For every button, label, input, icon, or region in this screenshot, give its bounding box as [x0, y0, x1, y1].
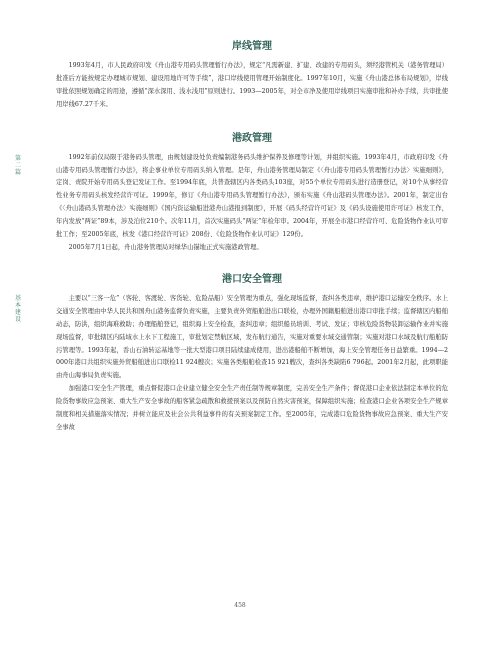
- paragraph: 1993年4月，市人民政府印发《舟山港专用码头管理暂行办法》，规定“凡需新建、扩建、改建的专用码头，须经港管机关（港务管理局）批准后方能按规定办理城市规划、建设用地许可等手续”，港口岸线使用管理开始制度化。1997年10月，实施《舟山港总体布局规划》，岸线审批依照规划确定的用途，遵循“深水深用、浅水浅用”原则进行。1993—2005年，对全市净及使用岸线项目实施审批和补办手续，共审批使用岸线67.27千米。: [56, 62, 448, 108]
- section-title: 港政管理: [232, 132, 272, 144]
- section-port-admin: [56, 132, 448, 255]
- section-title: 港口安全管理: [222, 273, 282, 285]
- section-title: 岸线管理: [232, 41, 272, 52]
- page-number: 458: [234, 602, 246, 609]
- paragraph: 主要以“三客一危”（客轮、客渡轮、客货轮、危险品船）安全管理为重点，强化现场监督，查纠各类违章，维护港口运输安全秩序。水上交通安全管理由中华人民共和国舟山港务监督负责实施，主要负责外贸船舶进出口联检，办理外国籍船舶进出港口审批手续；监督辖区内船舶动态，防洪，组织海难救助；办理船舶登记，组织海上安全检查，查纠违章；组织船员培训、考试、发证；审核危险货物装卸运输作业并实施现场监督，审批辖区内陆域水上水下工程施工，审批划定禁航区域，发布航行通告，实施对重要水域交通管制；实施对港口水域及航行船舶防污管理等。1993年起，岙山石油转运基地等一批大型港口项目陆续建成使用，进出港船舶不断增加，海上安全管理任务日益繁重。1994—2000年港口共组织实施外贸船舶进出口联检11 924艘次；实施各类船舶检查15 921艘次，查纠各类缺陷6 796起。2001年2月起，此项职能由舟山海事局负责实施。: [56, 294, 448, 380]
- chapter-label: 第二篇: [14, 155, 21, 176]
- paragraph: 2005年7月1日起，舟山港务管理局对绿华山锚地正式实施港政管理。: [68, 243, 263, 251]
- section-shoreline: [56, 40, 448, 112]
- paragraph: 加强港口安全生产管理，重点督促港口企业建立健全安全生产责任制等规章制度，完善安全生产条件；督促港口企业依法制定本单位的危险货物事故应急预案、重大生产安全事故的船客紧急疏散和救援预案以及预防自然灾害预案，保障组织实施；检查港口企业各项安全生产规章制度和相关措施落实情况；并树立能应及社会公共利益事件的有关预案制定工作。至2005年，完成港口危险货物事故应急预案、重大生产安全事故: [56, 385, 448, 431]
- page-body: [56, 40, 448, 435]
- paragraph: 1992年前仅局限于港务码头管理，由规划建设处负责编制港务码头维护保养及修理等计划，并组织实施。1993年4月，市政府印发《舟山港专用码头管理暂行办法》，将企事业单位专用码头纳入管理。是年，舟山港务管理局制定《〈舟山港专用码头管理暂行办法〉实施细则》，定岗、责院开始专用码头登记发证工作。至1994年底，共普查辖区内各类码头103座，对55个单位专用码头进行造册登记，对10个从事经营性业务专用码头核发经营许可证。1999年，修订《舟山港专用码头管理暂行办法》，颁布实施《舟山港码头管理办法》。2001年，制定出台《〈舟山港码头管理办法〉实施细则》《国内资运输船进港舟山港报到制度》，开展《码头经营许可证》及《码头设施使用许可证》核发工作，年内发放“两证”89本，涉及泊位210个。次年11月，首次实施码头“两证”年检年审。2004年，开展全市港口经营许可、危险货物作业认可审批工作；至2005年底，核发《港口经营许可证》208份、《危险货物作业认可证》129份。: [56, 153, 448, 239]
- section-port-safety: [56, 273, 448, 435]
- section-label: 基本建设: [14, 295, 21, 323]
